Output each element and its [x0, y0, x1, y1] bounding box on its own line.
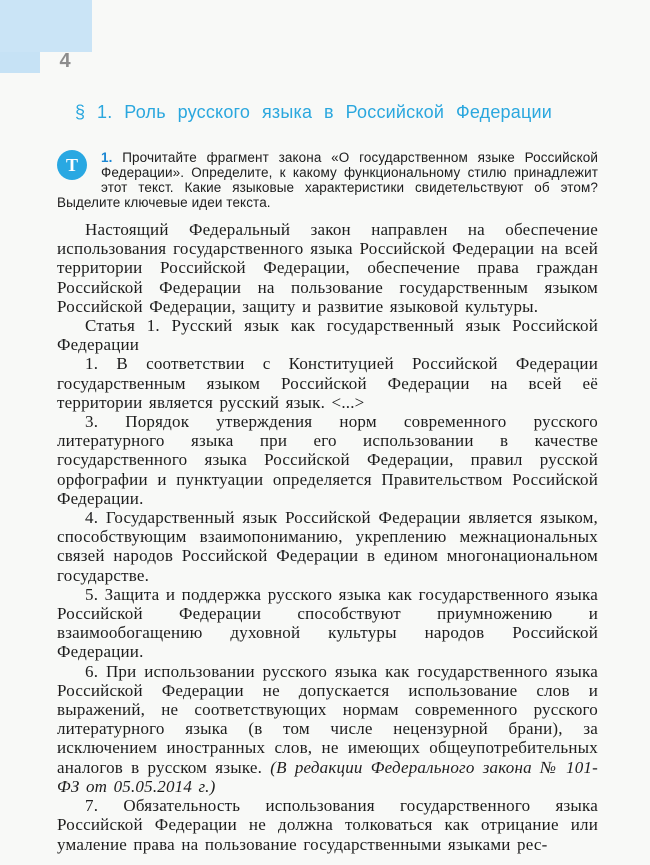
law-paragraph: 3. Порядок утверждения норм современного русского литературного языка при его использовании в качестве государственного языка Российской Федерации, правил русской орфографии и пунктуации определяется Правительством Российской Федерации. — [57, 412, 598, 508]
exercise-block — [57, 150, 598, 210]
section-title: § 1. Роль русского языка в Российской Федерации — [75, 102, 552, 123]
corner-decoration-large — [0, 0, 92, 52]
law-paragraph: 5. Защита и поддержка русского языка как государственного языка Российской Федерации способствуют приумножению и взаимообогащению духовной культуры народов Российской Федерации. — [57, 584, 598, 662]
law-paragraph-text: 6. При использовании русского языка как государственного языка Российской Федерации не допускается использование слов и выражений, не соответствующих нормам современного русского литературного языка (в том числе нецензурной брани), за исключением иностранных слов, не имеющих общеупотребительных аналогов в русском языке. — [57, 661, 598, 777]
exercise-instructions: Прочитайте фрагмент закона «О государственном языке Российской Федерации». Определите, к какому функциональному стилю принадлежит этот текст. Какие языковые характеристики свидетельствуют об этом? Выделите ключевые идеи текста. — [57, 150, 598, 210]
corner-decoration-small — [0, 52, 40, 73]
law-paragraph: 1. В соответствии с Конституцией Российской Федерации государственным языком Российской Федерации на всей её территории является русский язык. <...> — [57, 354, 598, 412]
law-paragraph: Настоящий Федеральный закон направлен на обеспечение использования государственного языка Российской Федерации на всей территории Российской Федерации, обеспечение права граждан Российской Федерации на пользование государственным языком Российской Федерации, защиту и развитие языковой культуры. — [57, 220, 598, 316]
page-number: 4 — [59, 50, 71, 72]
task-icon-wrapper — [57, 150, 101, 181]
law-text — [57, 220, 598, 854]
exercise-number: 1. — [101, 150, 113, 165]
text-task-icon: Т — [57, 150, 87, 180]
law-paragraph — [57, 662, 598, 796]
law-paragraph: Статья 1. Русский язык как государственный язык Российской Федерации — [57, 316, 598, 355]
law-paragraph: 7. Обязательность использования государственного языка Российской Федерации не должна толковаться как отрицание или умаление права на пользование государственными языками рес- — [57, 796, 598, 854]
edition-note: (В редакции Федерального закона № 101-ФЗ от 05.05.2014 г.) — [57, 757, 598, 796]
law-paragraph: 4. Государственный язык Российской Федерации является языком, способствующим взаимопониманию, укреплению межнациональных связей народов Российской Федерации в едином многонациональном государстве. — [57, 508, 598, 585]
